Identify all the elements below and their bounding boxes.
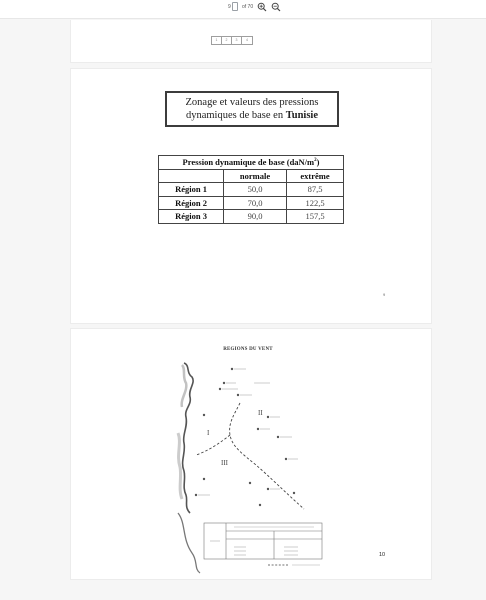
page-number: 10	[379, 552, 386, 558]
page-title-box	[165, 91, 339, 127]
ruler-boxes	[211, 36, 253, 45]
ruler-cell: 2	[222, 37, 232, 44]
table-row	[159, 196, 344, 210]
cell-normale: 70,0	[224, 196, 287, 210]
region-label-i: I	[207, 429, 210, 437]
zoom-out-icon	[271, 2, 281, 12]
page-number-input[interactable]	[232, 2, 238, 11]
pressure-table	[158, 155, 344, 224]
cell-extreme: 122,5	[287, 196, 344, 210]
table-header-row	[159, 156, 344, 170]
ruler-cell: 4	[246, 38, 248, 42]
row-label: Région 2	[159, 196, 224, 210]
header-close: )	[316, 157, 320, 168]
title-line-1: Zonage et valeurs des pressions	[185, 97, 319, 108]
region-label-iii: III	[221, 459, 228, 467]
title-country: Tunisie	[285, 109, 319, 121]
zoom-in-icon	[257, 2, 267, 12]
wind-map-image	[174, 343, 326, 575]
page-prefix: 9	[228, 4, 231, 10]
header-sup: 2	[314, 158, 317, 164]
cell-extreme: 157,5	[287, 210, 344, 224]
table-row	[159, 183, 344, 197]
page-number: 9	[383, 292, 386, 297]
page-total: of 70	[242, 4, 254, 10]
cell-normale: 90,0	[224, 210, 287, 224]
document-page-8	[70, 20, 432, 63]
cell-extreme: 87,5	[287, 183, 344, 197]
ruler-cell: 3	[232, 37, 242, 44]
document-page-10	[70, 328, 432, 580]
ruler-cell: 1	[212, 37, 222, 44]
table-subheader-row	[159, 169, 344, 183]
title-line-2-text: dynamiques de base en	[185, 109, 286, 121]
col-header-extreme: extrême	[287, 169, 344, 183]
table-corner-cell	[159, 169, 224, 183]
zoom-out-button[interactable]	[271, 2, 281, 12]
viewer-toolbar	[0, 0, 486, 19]
col-header-normale: normale	[224, 169, 287, 183]
row-label: Région 3	[159, 210, 224, 224]
row-label: Région 1	[159, 183, 224, 197]
document-page-9	[70, 68, 432, 324]
map-title: REGIONS DU VENT	[223, 347, 273, 352]
table-row	[159, 210, 344, 224]
header-text: Pression dynamique de base (daN/m	[182, 157, 315, 168]
table-main-header	[159, 156, 344, 170]
cell-normale: 50,0	[224, 183, 287, 197]
zoom-in-button[interactable]	[257, 2, 267, 12]
title-line-2	[167, 110, 337, 123]
region-label-ii: II	[258, 409, 263, 417]
wind-region-map-scan	[174, 343, 326, 575]
